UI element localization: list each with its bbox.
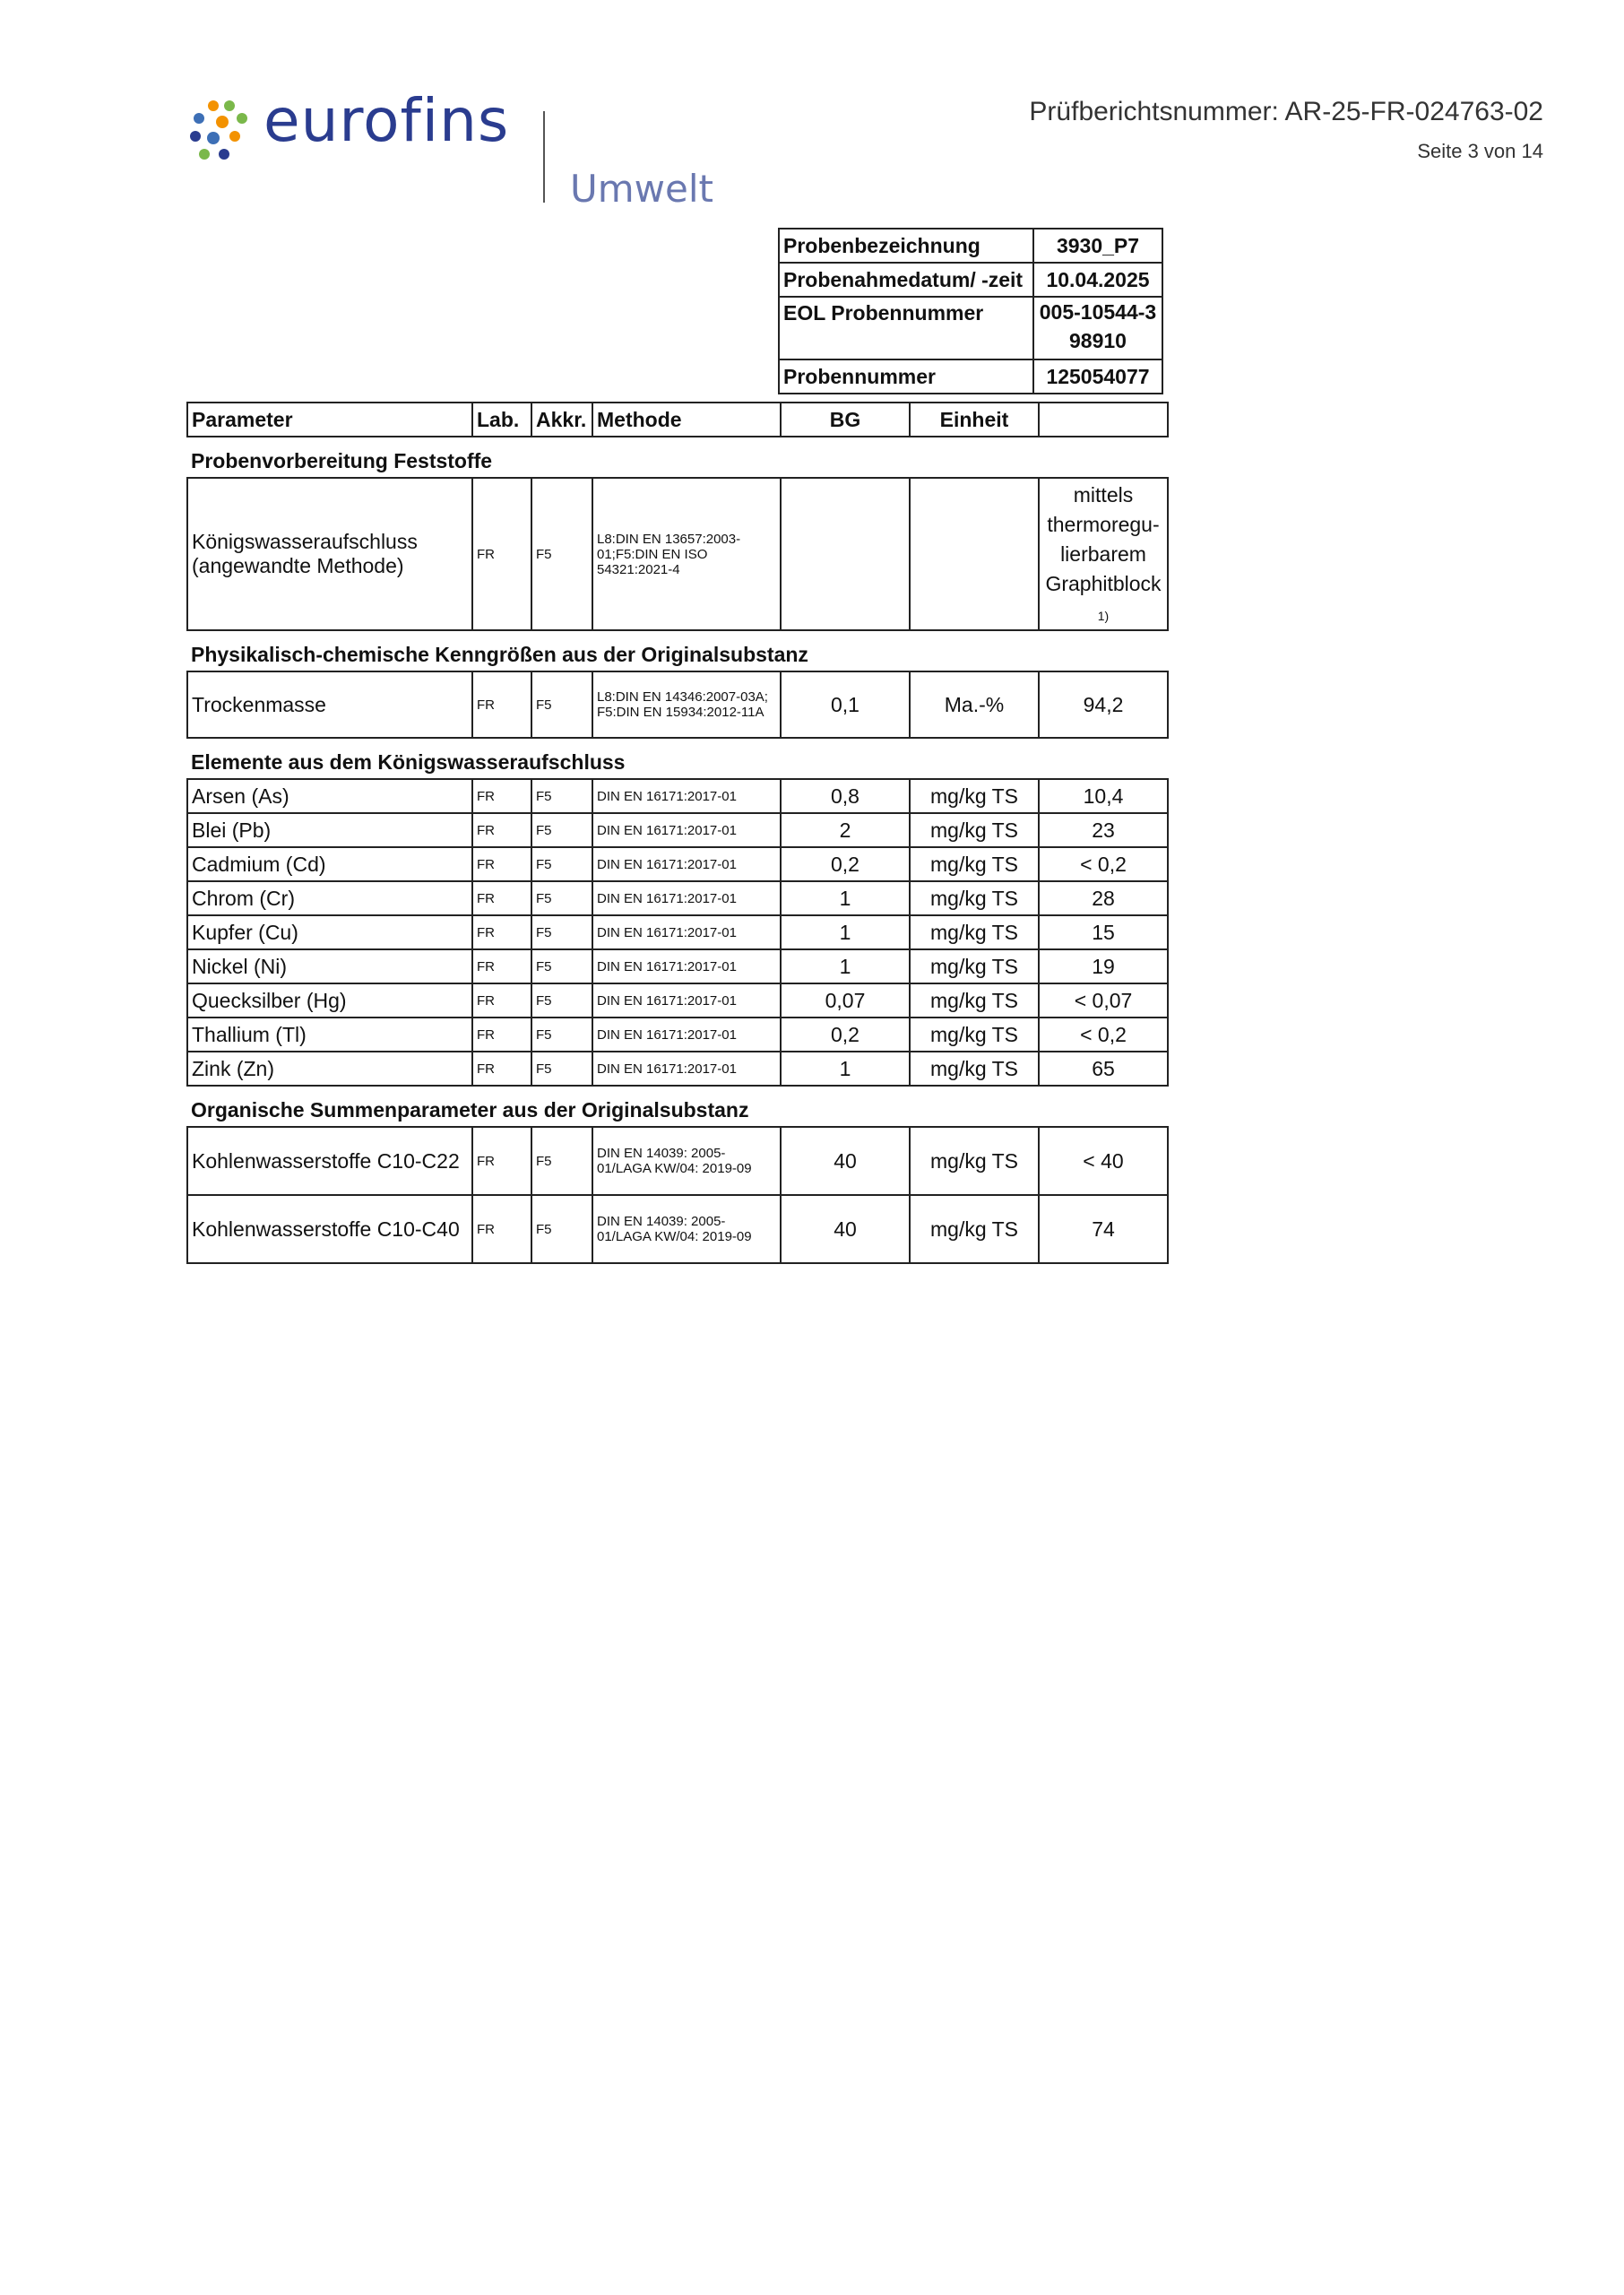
result-cell: 19	[1039, 949, 1168, 983]
sample-info-label: EOL Probennummer	[779, 297, 1033, 359]
column-header-bg: BG	[781, 403, 910, 437]
sample-info-row	[779, 229, 1162, 263]
table-row	[187, 813, 1168, 847]
unit-cell: mg/kg TS	[910, 779, 1039, 813]
bg-cell: 0,07	[781, 983, 910, 1018]
unit-cell: mg/kg TS	[910, 1127, 1039, 1195]
lab-cell: FR	[472, 671, 531, 738]
lab-cell: FR	[472, 779, 531, 813]
method-cell: DIN EN 16171:2017-01	[592, 881, 781, 915]
bg-cell: 2	[781, 813, 910, 847]
parameter-cell: Kupfer (Cu)	[187, 915, 472, 949]
method-cell: DIN EN 14039: 2005-01/LAGA KW/04: 2019-09	[592, 1195, 781, 1263]
unit-cell: mg/kg TS	[910, 915, 1039, 949]
akkr-cell: F5	[531, 671, 592, 738]
table-row	[187, 671, 1168, 738]
page-number: Seite 3 von 14	[1417, 140, 1543, 162]
result-cell: < 40	[1039, 1127, 1168, 1195]
column-header-einheit: Einheit	[910, 403, 1039, 437]
akkr-cell: F5	[531, 1052, 592, 1086]
lab-cell: FR	[472, 949, 531, 983]
sample-info-value: 005-10544-398910	[1033, 297, 1162, 359]
result-cell: 65	[1039, 1052, 1168, 1086]
footnote-marker: 1)	[1097, 608, 1110, 623]
result-cell	[1039, 478, 1168, 630]
parameter-cell: Zink (Zn)	[187, 1052, 472, 1086]
column-header-row	[187, 403, 1168, 437]
bg-cell: 1	[781, 1052, 910, 1086]
table-row	[187, 478, 1168, 630]
bg-cell: 40	[781, 1195, 910, 1263]
section-title: Physikalisch-chemische Kenngrößen aus der Originalsubstanz	[191, 643, 808, 666]
unit-cell: mg/kg TS	[910, 1195, 1039, 1263]
method-cell: DIN EN 16171:2017-01	[592, 915, 781, 949]
unit-cell: mg/kg TS	[910, 983, 1039, 1018]
akkr-cell: F5	[531, 983, 592, 1018]
lab-cell: FR	[472, 983, 531, 1018]
eurofins-logo	[186, 86, 527, 160]
eurofins-dots-icon	[186, 99, 255, 167]
sample-info-table	[778, 228, 1163, 394]
method-cell: DIN EN 16171:2017-01	[592, 949, 781, 983]
method-cell: DIN EN 16171:2017-01	[592, 813, 781, 847]
result-cell: < 0,2	[1039, 847, 1168, 881]
method-cell: DIN EN 16171:2017-01	[592, 1018, 781, 1052]
sample-info-label: Probenahmedatum/ -zeit	[779, 263, 1033, 297]
lab-cell: FR	[472, 881, 531, 915]
result-cell: < 0,07	[1039, 983, 1168, 1018]
method-cell: DIN EN 16171:2017-01	[592, 847, 781, 881]
bg-cell: 1	[781, 915, 910, 949]
lab-cell: FR	[472, 478, 531, 630]
result-cell: 23	[1039, 813, 1168, 847]
akkr-cell: F5	[531, 847, 592, 881]
table-row	[187, 983, 1168, 1018]
result-cell: < 0,2	[1039, 1018, 1168, 1052]
result-cell: 94,2	[1039, 671, 1168, 738]
akkr-cell: F5	[531, 779, 592, 813]
result-text: mittels thermoregu-lierbarem Graphitblock	[1045, 482, 1162, 595]
table-row	[187, 847, 1168, 881]
sample-info-value: 10.04.2025	[1033, 263, 1162, 297]
lab-cell: FR	[472, 1052, 531, 1086]
result-cell: 10,4	[1039, 779, 1168, 813]
result-cell: 28	[1039, 881, 1168, 915]
table-row	[187, 915, 1168, 949]
parameter-cell: Arsen (As)	[187, 779, 472, 813]
sample-info-value: 3930_P7	[1033, 229, 1162, 263]
parameter-cell: Kohlenwasserstoffe C10-C40	[187, 1195, 472, 1263]
akkr-cell: F5	[531, 813, 592, 847]
method-cell: DIN EN 16171:2017-01	[592, 1052, 781, 1086]
sample-info-row	[779, 263, 1162, 297]
lab-cell: FR	[472, 915, 531, 949]
result-cell: 15	[1039, 915, 1168, 949]
lab-cell: FR	[472, 1018, 531, 1052]
unit-cell: mg/kg TS	[910, 813, 1039, 847]
method-cell: DIN EN 14039: 2005-01/LAGA KW/04: 2019-09	[592, 1127, 781, 1195]
unit-cell: mg/kg TS	[910, 949, 1039, 983]
bg-cell: 40	[781, 1127, 910, 1195]
lab-cell: FR	[472, 1127, 531, 1195]
unit-cell	[910, 478, 1039, 630]
result-cell: 74	[1039, 1195, 1168, 1263]
section-heading-row	[187, 1086, 1168, 1127]
table-row	[187, 881, 1168, 915]
sample-info-row	[779, 297, 1162, 359]
table-row	[187, 1052, 1168, 1086]
bg-cell: 1	[781, 949, 910, 983]
section-heading-row	[187, 630, 1168, 671]
akkr-cell: F5	[531, 915, 592, 949]
bg-cell	[781, 478, 910, 630]
unit-cell: mg/kg TS	[910, 847, 1039, 881]
column-header-methode: Methode	[592, 403, 781, 437]
akkr-cell: F5	[531, 478, 592, 630]
lab-cell: FR	[472, 813, 531, 847]
section-heading-row	[187, 437, 1168, 478]
table-row	[187, 1018, 1168, 1052]
unit-cell: mg/kg TS	[910, 1018, 1039, 1052]
table-row	[187, 1127, 1168, 1195]
section-title: Probenvorbereitung Feststoffe	[191, 449, 493, 472]
logo-divider	[543, 111, 545, 203]
column-header-parameter: Parameter	[187, 403, 472, 437]
brand-name: eurofins	[263, 86, 510, 155]
division-name: Umwelt	[570, 167, 713, 211]
unit-cell: mg/kg TS	[910, 881, 1039, 915]
akkr-cell: F5	[531, 1195, 592, 1263]
parameter-cell: Blei (Pb)	[187, 813, 472, 847]
column-header-lab: Lab.	[472, 403, 531, 437]
parameter-cell: Chrom (Cr)	[187, 881, 472, 915]
table-row	[187, 949, 1168, 983]
method-cell: DIN EN 16171:2017-01	[592, 779, 781, 813]
akkr-cell: F5	[531, 949, 592, 983]
parameter-cell: Quecksilber (Hg)	[187, 983, 472, 1018]
parameter-cell: Königswasseraufschluss (angewandte Methode)	[187, 478, 472, 630]
method-cell: L8:DIN EN 13657:2003-01;F5:DIN EN ISO 54321:2021-4	[592, 478, 781, 630]
parameter-cell: Trockenmasse	[187, 671, 472, 738]
parameter-cell: Kohlenwasserstoffe C10-C22	[187, 1127, 472, 1195]
bg-cell: 0,2	[781, 847, 910, 881]
bg-cell: 1	[781, 881, 910, 915]
lab-cell: FR	[472, 847, 531, 881]
method-cell: L8:DIN EN 14346:2007-03A; F5:DIN EN 15934:2012-11A	[592, 671, 781, 738]
akkr-cell: F5	[531, 1018, 592, 1052]
bg-cell: 0,1	[781, 671, 910, 738]
akkr-cell: F5	[531, 1127, 592, 1195]
table-row	[187, 1195, 1168, 1263]
bg-cell: 0,2	[781, 1018, 910, 1052]
column-header-akkr: Akkr.	[531, 403, 592, 437]
parameter-cell: Nickel (Ni)	[187, 949, 472, 983]
bg-cell: 0,8	[781, 779, 910, 813]
section-title: Organische Summenparameter aus der Originalsubstanz	[191, 1098, 749, 1122]
parameter-cell: Thallium (Tl)	[187, 1018, 472, 1052]
sample-info-label: Probenbezeichnung	[779, 229, 1033, 263]
section-heading-row	[187, 738, 1168, 779]
column-header-result	[1039, 403, 1168, 437]
sample-info-row	[779, 359, 1162, 394]
report-number: Prüfberichtsnummer: AR-25-FR-024763-02	[1029, 97, 1543, 126]
method-cell: DIN EN 16171:2017-01	[592, 983, 781, 1018]
parameter-cell: Cadmium (Cd)	[187, 847, 472, 881]
sample-info-label: Probennummer	[779, 359, 1033, 394]
results-table	[186, 402, 1169, 1264]
table-row	[187, 779, 1168, 813]
unit-cell: Ma.-%	[910, 671, 1039, 738]
sample-info-value: 125054077	[1033, 359, 1162, 394]
lab-cell: FR	[472, 1195, 531, 1263]
akkr-cell: F5	[531, 881, 592, 915]
unit-cell: mg/kg TS	[910, 1052, 1039, 1086]
section-title: Elemente aus dem Königswasseraufschluss	[191, 750, 626, 774]
